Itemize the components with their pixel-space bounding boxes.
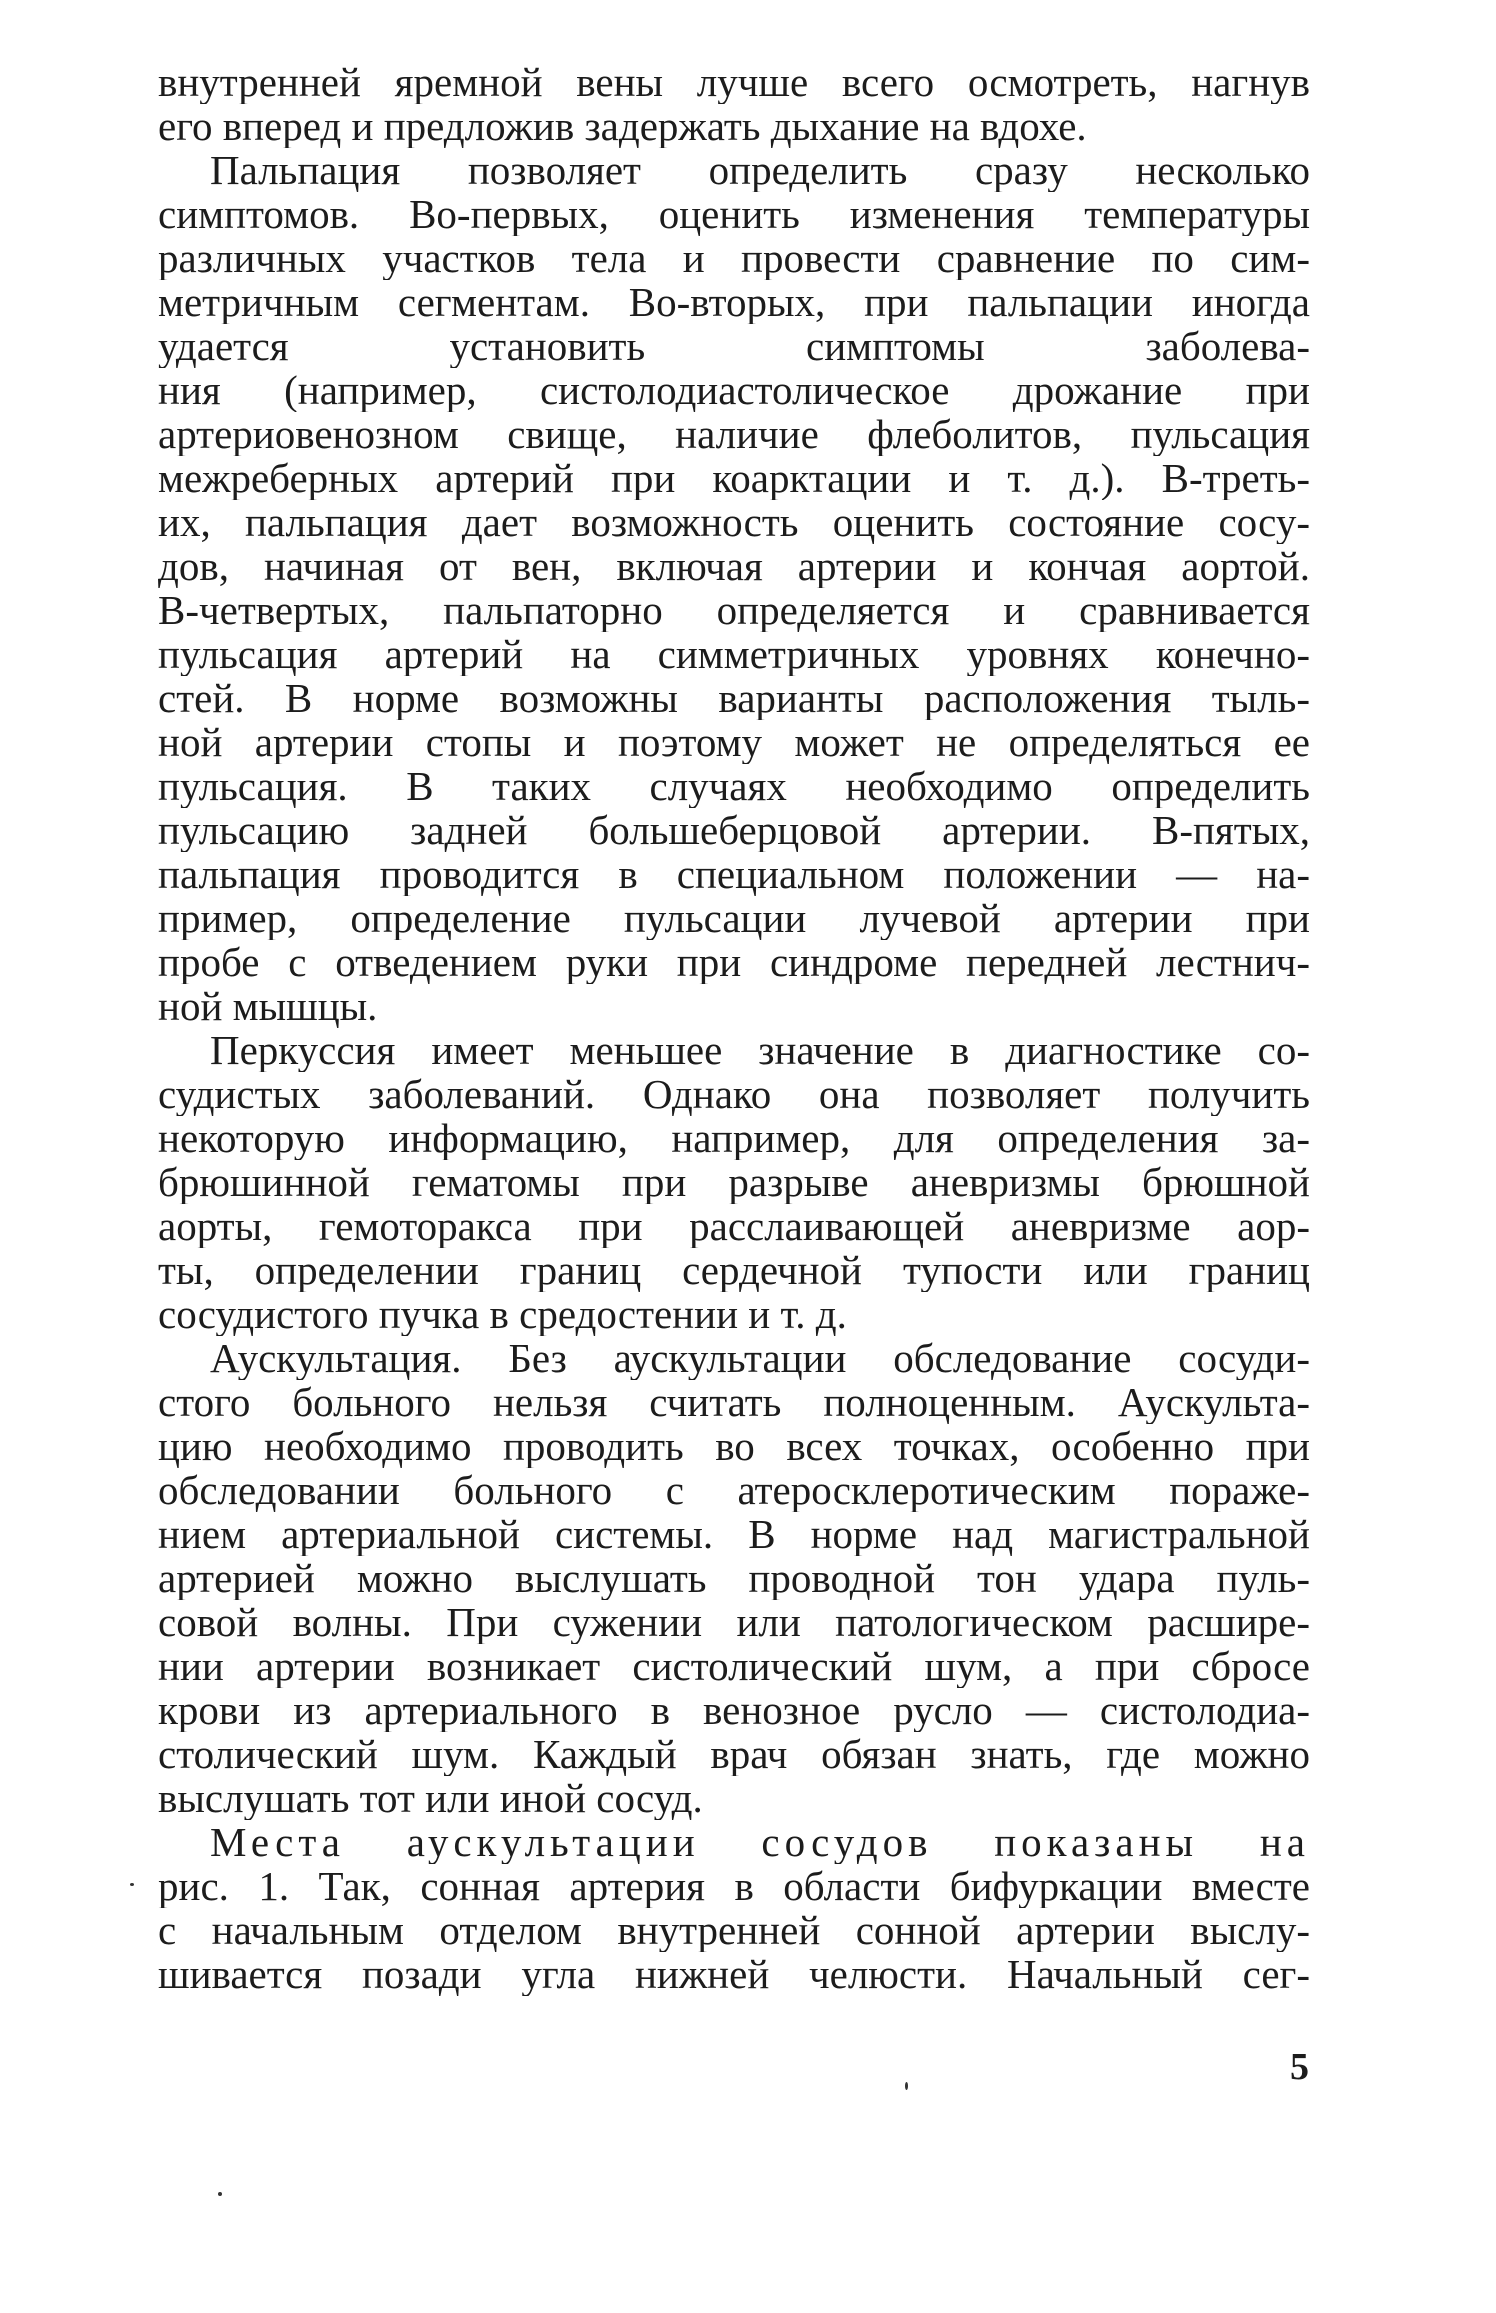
text-line: крови из артериального в венозное русло — систолодиа- <box>158 1688 1310 1732</box>
text-line: симптомов. Во-первых, оценить изменения температуры <box>158 192 1310 236</box>
text-line: стого больного нельзя считать полноценным. Аускульта- <box>158 1380 1310 1424</box>
text-line: аорты, гемоторакса при расслаивающей аневризме аор- <box>158 1204 1310 1248</box>
text-line: межреберных артерий при коарктации и т. д.). В-треть- <box>158 456 1310 500</box>
page-number: 5 <box>1290 2046 1309 2088</box>
text-line: Места аускультации сосудов показаны на <box>210 1820 1310 1864</box>
text-line: брюшинной гематомы при разрыве аневризмы брюшной <box>158 1160 1310 1204</box>
text-line: некоторую информацию, например, для определения за- <box>158 1116 1310 1160</box>
text-line: артериовенозном свище, наличие флеболитов, пульсация <box>158 412 1310 456</box>
text-line: шивается позади угла нижней челюсти. Начальный сег- <box>158 1952 1310 1996</box>
text-line: столический шум. Каждый врач обязан знать, где можно <box>158 1732 1310 1776</box>
text-line: пульсация. В таких случаях необходимо определить <box>158 764 1310 808</box>
text-line: Аускультация. Без аускультации обследование сосуди- <box>210 1336 1310 1380</box>
text-line: пульсация артерий на симметричных уровнях конечно- <box>158 632 1310 676</box>
text-line: сосудистого пучка в средостении и т. д. <box>158 1292 847 1336</box>
text-line: ния (например, систолодиастолическое дрожание при <box>158 368 1310 412</box>
text-line: с начальным отделом внутренней сонной артерии выслу- <box>158 1908 1310 1952</box>
text-line: судистых заболеваний. Однако она позволяет получить <box>158 1072 1310 1116</box>
text-line: их, пальпация дает возможность оценить состояние сосу- <box>158 500 1310 544</box>
text-line: пальпация проводится в специальном положении — на- <box>158 852 1310 896</box>
text-line: ной артерии стопы и поэтому может не определяться ее <box>158 720 1310 764</box>
text-line: ты, определении границ сердечной тупости или границ <box>158 1248 1310 1292</box>
text-line: совой волны. При сужении или патологическом расшире- <box>158 1600 1310 1644</box>
scan-speck <box>218 2192 222 2196</box>
text-line: дов, начиная от вен, включая артерии и кончая аортой. <box>158 544 1310 588</box>
scan-speck <box>130 1883 134 1886</box>
text-line: Пальпация позволяет определить сразу несколько <box>210 148 1310 192</box>
text-line: стей. В норме возможны варианты расположения тыль- <box>158 676 1310 720</box>
text-line: Перкуссия имеет меньшее значение в диагностике со- <box>210 1028 1310 1072</box>
text-line: пример, определение пульсации лучевой артерии при <box>158 896 1310 940</box>
text-line: артерией можно выслушать проводной тон удара пуль- <box>158 1556 1310 1600</box>
text-line: выслушать тот или иной сосуд. <box>158 1776 703 1820</box>
text-line: метричным сегментам. Во-вторых, при пальпации иногда <box>158 280 1310 324</box>
text-line: рис. 1. Так, сонная артерия в области бифуркации вместе <box>158 1864 1310 1908</box>
text-line: обследовании больного с атеросклеротическим пораже- <box>158 1468 1310 1512</box>
text-line: нии артерии возникает систолический шум, а при сбросе <box>158 1644 1310 1688</box>
text-line: ной мышцы. <box>158 984 378 1028</box>
text-line: внутренней яремной вены лучше всего осмотреть, нагнув <box>158 60 1310 104</box>
text-line: В-четвертых, пальпаторно определяется и сравнивается <box>158 588 1310 632</box>
text-line: различных участков тела и провести сравнение по сим- <box>158 236 1310 280</box>
text-line: пульсацию задней большеберцовой артерии. В-пятых, <box>158 808 1310 852</box>
text-line: его вперед и предложив задержать дыхание на вдохе. <box>158 104 1087 148</box>
text-line: нием артериальной системы. В норме над магистральной <box>158 1512 1310 1556</box>
text-line: цию необходимо проводить во всех точках, особенно при <box>158 1424 1310 1468</box>
text-line: удается установить симптомы заболева- <box>158 324 1310 368</box>
text-line: пробе с отведением руки при синдроме передней лестнич- <box>158 940 1310 984</box>
scan-speck <box>905 2082 908 2090</box>
